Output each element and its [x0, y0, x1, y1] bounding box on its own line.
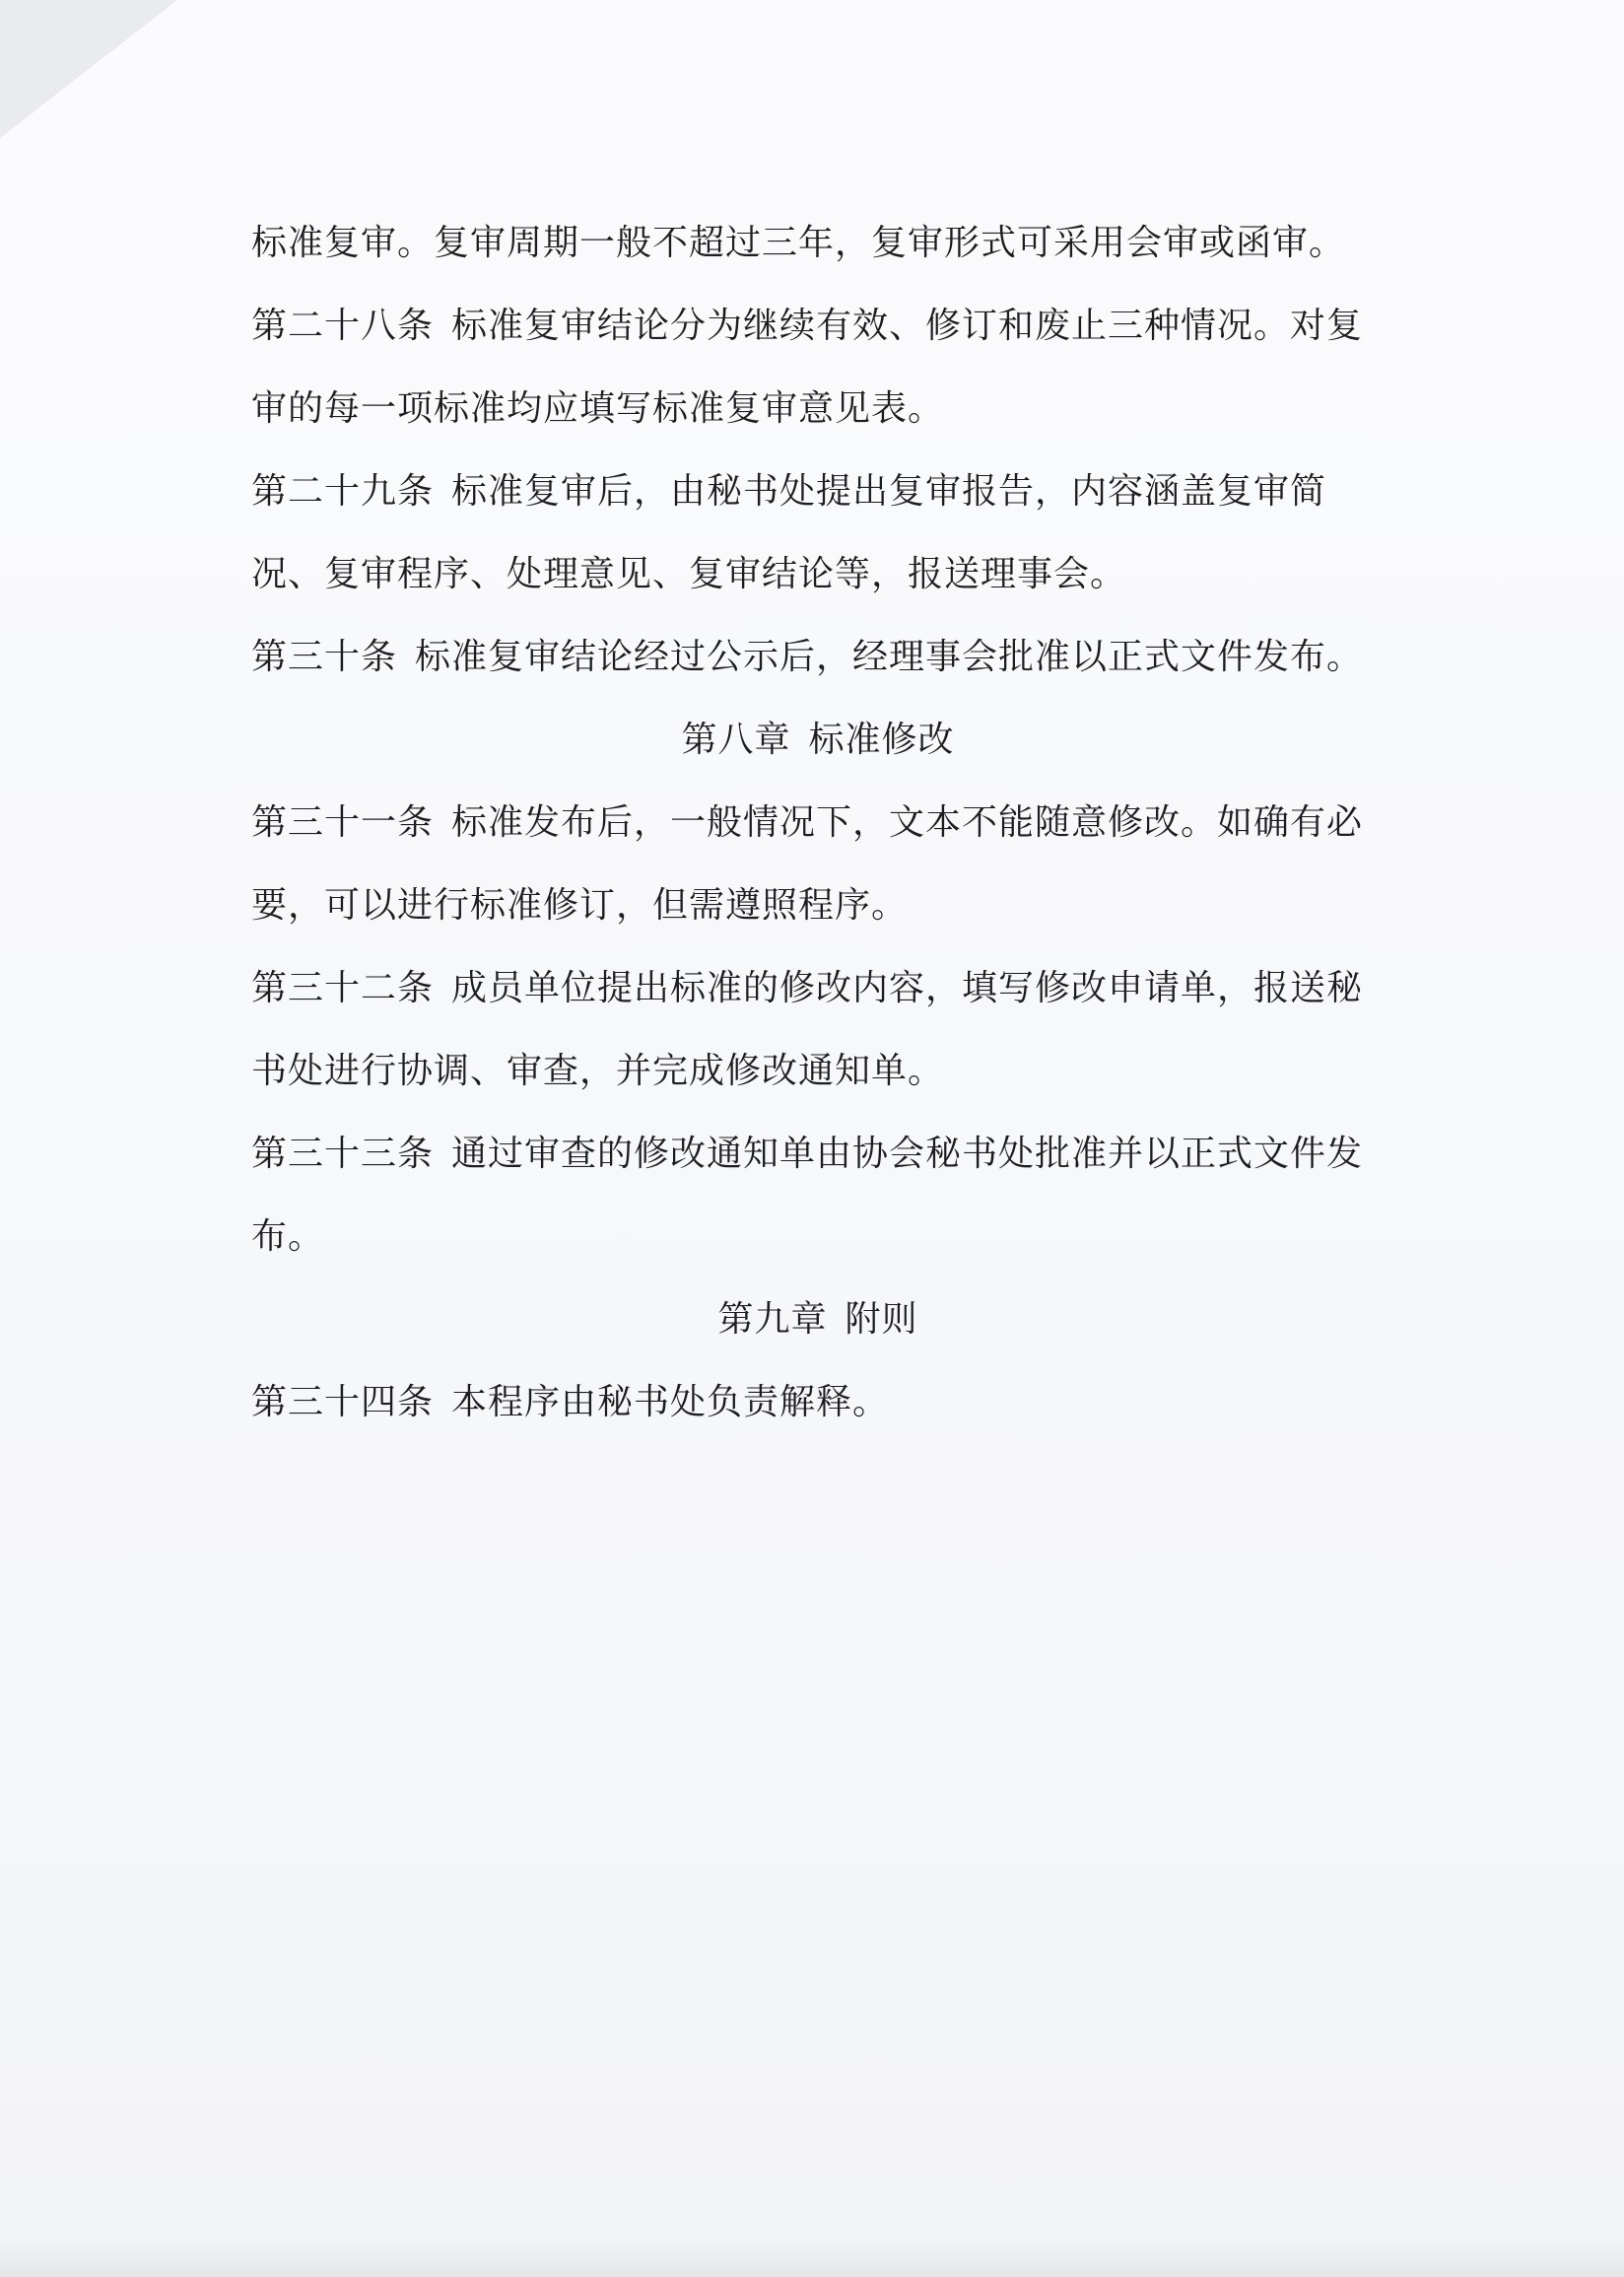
article-number: 第二十九条	[251, 471, 435, 512]
article-number: 第三十二条	[251, 968, 435, 1008]
chapter-8-heading	[251, 699, 1385, 782]
chapter-number: 第九章	[717, 1299, 828, 1340]
article-28	[251, 285, 1385, 450]
article-text: 标准复审结论经过公示后，经理事会批准以正式文件发布。	[415, 637, 1364, 677]
article-number: 第三十一条	[251, 802, 435, 843]
page-bottom-shadow	[0, 2238, 1624, 2277]
article-text: 标准复审结论分为继续有效、修订和废止三种情况。对复审的每一项标准均应填写标准复审意见表。	[251, 306, 1364, 429]
intro-paragraph	[251, 202, 1385, 285]
article-number: 第三十条	[251, 637, 398, 677]
chapter-title: 标准修改	[808, 720, 955, 760]
document-body	[251, 202, 1385, 1444]
article-number: 第二十八条	[251, 306, 435, 346]
article-text: 标准发布后，一般情况下，文本不能随意修改。如确有必要，可以进行标准修订，但需遵照程序。	[251, 802, 1364, 926]
article-number: 第三十三条	[251, 1134, 435, 1174]
article-text: 本程序由秘书处负责解释。	[451, 1382, 890, 1422]
chapter-9-heading	[251, 1278, 1385, 1361]
article-30	[251, 616, 1385, 699]
article-34	[251, 1361, 1385, 1444]
article-29	[251, 450, 1385, 616]
article-32	[251, 947, 1385, 1113]
intro-text: 标准复审。复审周期一般不超过三年，复审形式可采用会审或函审。	[251, 223, 1346, 263]
chapter-title: 附则	[845, 1299, 918, 1340]
page-corner-fold	[0, 0, 177, 138]
article-text: 通过审查的修改通知单由协会秘书处批准并以正式文件发布。	[251, 1134, 1364, 1257]
article-31	[251, 782, 1385, 947]
chapter-number: 第八章	[681, 720, 791, 760]
article-text: 成员单位提出标准的修改内容，填写修改申请单，报送秘书处进行协调、审查，并完成修改通知单。	[251, 968, 1364, 1091]
article-text: 标准复审后，由秘书处提出复审报告，内容涵盖复审简况、复审程序、处理意见、复审结论等，报送理事会。	[251, 471, 1327, 594]
article-number: 第三十四条	[251, 1382, 435, 1422]
article-33	[251, 1113, 1385, 1278]
